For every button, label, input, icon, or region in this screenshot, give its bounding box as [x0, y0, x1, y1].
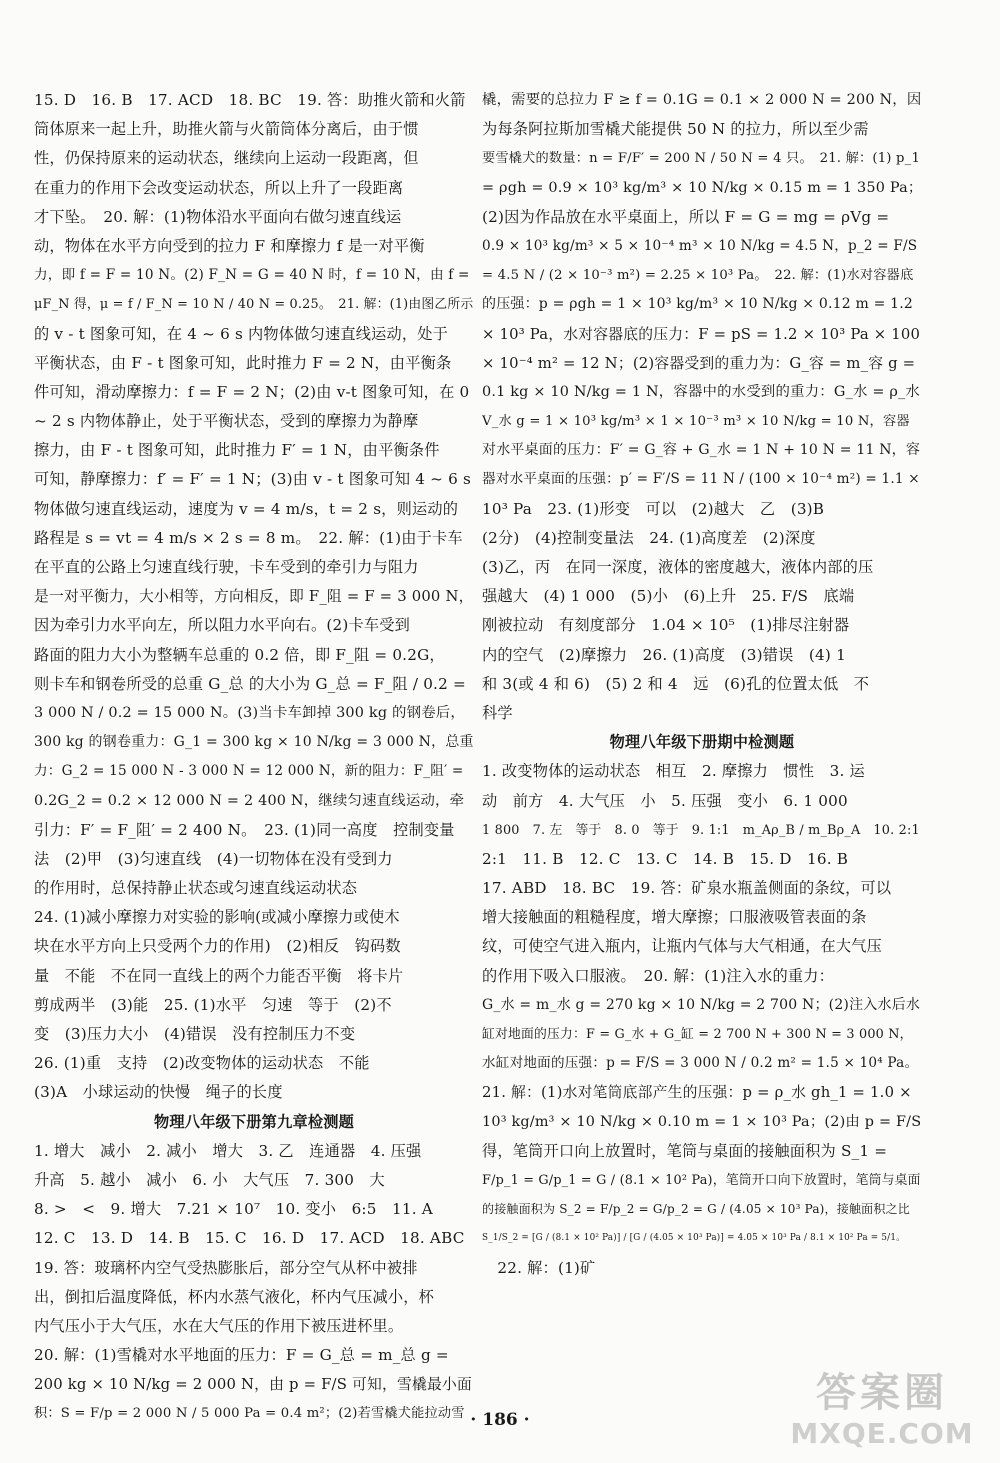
text-line: 内气压小于大气压，水在大气压的作用下被压进杯里。	[34, 1316, 404, 1335]
text-line: F/p_1 = G/p_1 = G / (8.1 × 10² Pa)，笔筒开口向下放置时，笔筒与桌面	[482, 1172, 921, 1188]
text-line: 得，笔筒开口向上放置时，笔筒与桌面的接触面积为 S_1 =	[482, 1141, 888, 1160]
text-line: 纹，可使空气进入瓶内，让瓶内气体与大气相通，在大气压	[482, 937, 883, 956]
text-line: 增大接触面的粗糙程度，增大摩擦；口服液吸管表面的条	[482, 908, 867, 927]
text-line: 1. 改变物体的运动状态 相互 2. 摩擦力 惯性 3. 运	[482, 762, 865, 781]
text-line: 平衡状态，由 F - t 图象可知，此时推力 F = 2 N，由平衡条	[34, 353, 452, 372]
text-line: 块在水平方向上只受两个力的作用) (2)相反 钩码数	[34, 937, 401, 956]
text-line: 缸对地面的压力：F = G_水 + G_缸 = 2 700 N + 300 N = 3 000 N，	[482, 1027, 913, 1042]
text-line: 强越大 (4) 1 000 (5)小 (6)上升 25. F/S 底端	[482, 587, 855, 606]
text-line: 的作用时，总保持静止状态或匀速直线运动状态	[34, 879, 358, 898]
text-line: 24. (1)减小摩擦力对实验的影响(或减小摩擦力或使木	[34, 908, 400, 927]
text-line: 21. 解：(1)水对笔筒底部产生的压强：p = ρ_水 gh_1 = 1.0 ×	[482, 1084, 912, 1102]
text-line: 动 前方 4. 大气压 小 5. 压强 变小 6. 1 000	[482, 791, 848, 810]
text-line: 出，倒扣后温度降低，杯内水蒸气液化，杯内气压减小，杯	[34, 1287, 435, 1306]
text-line: 的压强：p = ρgh = 1 × 10³ kg/m³ × 10 N/kg × 0.12 m = 1.2	[482, 296, 914, 313]
text-line: 19. 答：玻璃杯内空气受热膨胀后，部分空气从杯中被排	[34, 1258, 418, 1277]
text-line: 路程是 s = vt = 4 m/s × 2 s = 8 m。 22. 解：(1)由于卡车	[34, 528, 463, 547]
text-line: 量 不能 不在同一直线上的两个力能否平衡 将卡片	[34, 966, 404, 985]
text-line: 在重力的作用下会改变运动状态，所以上升了一段距离	[34, 178, 404, 197]
text-line: 剪成两半 (3)能 25. (1)水平 匀速 等于 (2)不	[34, 995, 392, 1014]
text-line: 动，物体在水平方向受到的拉力 F 和摩擦力 f 是一对平衡	[34, 236, 425, 255]
right-column	[482, 86, 922, 1283]
text-line: 件可知，滑动摩擦力：f = F = 2 N；(2)由 v-t 图象可知，在 0	[34, 382, 470, 401]
text-line: 升高 5. 越小 减小 6. 小 大气压 7. 300 大	[34, 1170, 385, 1189]
text-line: 和 3(或 4 和 6) (5) 2 和 4 远 (6)孔的位置太低 不	[482, 674, 870, 693]
text-line: 内的空气 (2)摩擦力 26. (1)高度 (3)错误 (4) 1	[482, 645, 846, 664]
text-line: 积：S = F/p = 2 000 N / 5 000 Pa = 0.4 m²；(2)若雪橇犬能拉动雪	[34, 1406, 465, 1422]
text-line: 橇，需要的总拉力 F ≥ f = 0.1G = 0.1 × 2 000 N = 200 N，因	[482, 92, 922, 108]
text-line: 才下坠。 20. 解：(1)物体沿水平面向右做匀速直线运	[34, 207, 402, 226]
text-line: 变 (3)压力大小 (4)错误 没有控制压力不变	[34, 1025, 356, 1043]
text-line: 12. C 13. D 14. B 15. C 16. D 17. ACD 18. ABC	[34, 1229, 465, 1248]
text-line: × 10³ Pa，水对容器底的压力：F = pS = 1.2 × 10³ Pa × 100	[482, 325, 921, 343]
text-line: 2:1 11. B 12. C 13. C 14. B 15. D 16. B	[482, 849, 849, 868]
watermark-url: MXQE.COM	[790, 1417, 974, 1450]
page-number: · 186 ·	[470, 1410, 530, 1430]
text-line: 对水平桌面的压力：F′ = G_容 + G_水 = 1 N + 10 N = 11 N，容	[482, 442, 921, 459]
text-line: 刚被拉动 有刻度部分 1.04 × 10⁵ (1)排尽注射器	[482, 616, 850, 635]
text-line: 300 kg 的钢卷重力：G_1 = 300 kg × 10 N/kg = 3 000 N，总重	[34, 734, 474, 751]
text-line: V_水 g = 1 × 10³ kg/m³ × 1 × 10⁻³ m³ × 10 N/kg = 10 N，容器	[482, 414, 910, 430]
text-line: 法 (2)甲 (3)匀速直线 (4)一切物体在没有受到力	[34, 849, 393, 868]
text-line: = ρgh = 0.9 × 10³ kg/m³ × 10 N/kg × 0.15 m = 1 350 Pa；	[482, 179, 922, 196]
watermark-logo	[782, 1357, 982, 1457]
text-line: 科学	[482, 703, 513, 722]
text-line: 擦力，由 F - t 图象可知，此时推力 F′ = 1 N，由平衡条件	[34, 441, 440, 460]
text-line: (3)A 小球运动的快慢 绳子的长度	[34, 1083, 283, 1102]
text-line: 路面的阻力大小为整辆车总重的 0.2 倍，即 F_阻 = 0.2G，	[34, 645, 445, 664]
text-line: 的接触面积为 S_2 = F/p_2 = G/p_2 = G / (4.05 × 10³ Pa)，接触面积之比	[482, 1202, 910, 1217]
text-line: G_水 = m_水 g = 270 kg × 10 N/kg = 2 700 N；(2)注入水后水	[482, 996, 921, 1013]
text-line: 则卡车和钢卷所受的总重 G_总 的大小为 G_总 = F_阻 / 0.2 =	[34, 674, 466, 693]
text-line: 物体做匀速直线运动，速度为 v = 4 m/s，t = 2 s，则运动的	[34, 499, 459, 518]
text-line: 200 kg × 10 N/kg = 2 000 N，由 p = F/S 可知，雪橇最小面	[34, 1376, 472, 1394]
text-line: 20. 解：(1)雪橇对水平地面的压力：F = G_总 = m_总 g =	[34, 1346, 449, 1365]
text-line: 0.2G_2 = 0.2 × 12 000 N = 2 400 N，继续匀速直线运动，牵	[34, 792, 465, 809]
text-line: 0.1 kg × 10 N/kg = 1 N，容器中的水受到的重力：G_水 = ρ_水	[482, 383, 921, 400]
text-line: 力，即 f = F = 10 N。(2) F_N = G = 40 N 时，f = 10 N，由 f =	[34, 267, 470, 284]
section-heading: 物理八年级下册第九章检测题	[153, 1112, 355, 1131]
text-line: = 4.5 N / (2 × 10⁻³ m²) = 2.25 × 10³ Pa。 22. 解：(1)水对容器底	[482, 268, 914, 284]
text-line: 筒体原来一起上升，助推火箭与火箭筒体分离后，由于惯	[34, 120, 419, 139]
text-line: 22. 解：(1)矿	[482, 1258, 596, 1277]
text-line: 8. > < 9. 增大 7.21 × 10⁷ 10. 变小 6:5 11. A	[34, 1200, 433, 1219]
text-line: 因为牵引力水平向左，所以阻力水平向右。(2)卡车受到	[34, 616, 411, 635]
text-line: 水缸对地面的压强：p = F/S = 3 000 N / 0.2 m² = 1.5 × 10⁴ Pa。	[482, 1055, 919, 1072]
text-line: 器对水平桌面的压强：p′ = F′/S = 11 N / (100 × 10⁻⁴ m²) = 1.1 ×	[482, 471, 920, 488]
watermark-text: 答案圈	[816, 1370, 948, 1416]
text-line: 为每条阿拉斯加雪橇犬能提供 50 N 的拉力，所以至少需	[482, 120, 869, 139]
text-line: 性，仍保持原来的运动状态，继续向上运动一段距离，但	[34, 149, 419, 168]
text-line: 0.9 × 10³ kg/m³ × 5 × 10⁻⁴ m³ × 10 N/kg = 4.5 N，p_2 = F/S	[482, 237, 918, 254]
text-line: 的作用下吸入口服液。 20. 解：(1)注入水的重力：	[482, 966, 835, 985]
text-line: 10³ Pa 23. (1)形变 可以 (2)越大 乙 (3)B	[482, 499, 825, 518]
text-line: μF_N 得，μ = f / F_N = 10 N / 40 N = 0.25。 21. 解：(1)由图乙所示	[34, 297, 474, 313]
text-line: (2)因为作品放在水平桌面上，所以 F = G = mg = ρVg =	[482, 207, 890, 226]
text-line: (2分) (4)控制变量法 24. (1)高度差 (2)深度	[482, 528, 816, 547]
text-line: S_1/S_2 = [G / (8.1 × 10² Pa)] / [G / (4.05 × 10³ Pa)] = 4.05 × 10³ Pa / 8.1 × 10² Pa = 5/1。	[482, 1233, 906, 1244]
text-line: 15. D 16. B 17. ACD 18. BC 19. 答：助推火箭和火箭	[34, 91, 466, 109]
text-line: 3 000 N / 0.2 = 15 000 N。(3)当卡车卸掉 300 kg 的钢卷后，	[34, 704, 465, 721]
text-line: 26. (1)重 支持 (2)改变物体的运动状态 不能	[34, 1054, 370, 1073]
text-line: 力：G_2 = 15 000 N - 3 000 N = 12 000 N，新的阻力：F_阻′ =	[34, 763, 464, 780]
text-line: 1. 增大 减小 2. 减小 增大 3. 乙 连通器 4. 压强	[34, 1141, 422, 1160]
text-line: 可知，静摩擦力：f′ = F′ = 1 N；(3)由 v - t 图象可知 4 ~ 6 s	[34, 470, 472, 489]
text-line: 引力：F′ = F_阻′ = 2 400 N。 23. (1)同一高度 控制变量	[34, 820, 455, 839]
text-line: 是一对平衡力，大小相等，方向相反，即 F_阻 = F = 3 000 N，	[34, 588, 474, 606]
text-line: (3)乙，丙 在同一深度，液体的密度越大，液体内部的压	[482, 558, 874, 576]
text-line: × 10⁻⁴ m² = 12 N；(2)容器受到的重力为：G_容 = m_容 g =	[482, 354, 916, 372]
text-line: 10³ kg/m³ × 10 N/kg × 0.10 m = 1 × 10³ Pa；(2)由 p = F/S	[482, 1113, 922, 1130]
text-line: ~ 2 s 内物体静止，处于平衡状态，受到的摩擦力为静摩	[34, 412, 419, 431]
section-heading: 物理八年级下册期中检测题	[609, 733, 795, 752]
text-line: 1 800 7. 左 等于 8. 0 等于 9. 1:1 m_Aρ_B / m_Bρ_A 10. 2:1	[482, 822, 920, 838]
text-line: 17. ABD 18. BC 19. 答：矿泉水瓶盖侧面的条纹，可以	[482, 879, 892, 898]
left-column	[34, 86, 474, 1429]
text-line: 要雪橇犬的数量：n = F/F′ = 200 N / 50 N = 4 只。 21. 解：(1) p_1	[482, 151, 921, 167]
text-line: 在平直的公路上匀速直线行驶，卡车受到的牵引力与阻力	[34, 558, 419, 576]
text-line: 的 v - t 图象可知，在 4 ~ 6 s 内物体做匀速直线运动，处于	[34, 324, 449, 343]
